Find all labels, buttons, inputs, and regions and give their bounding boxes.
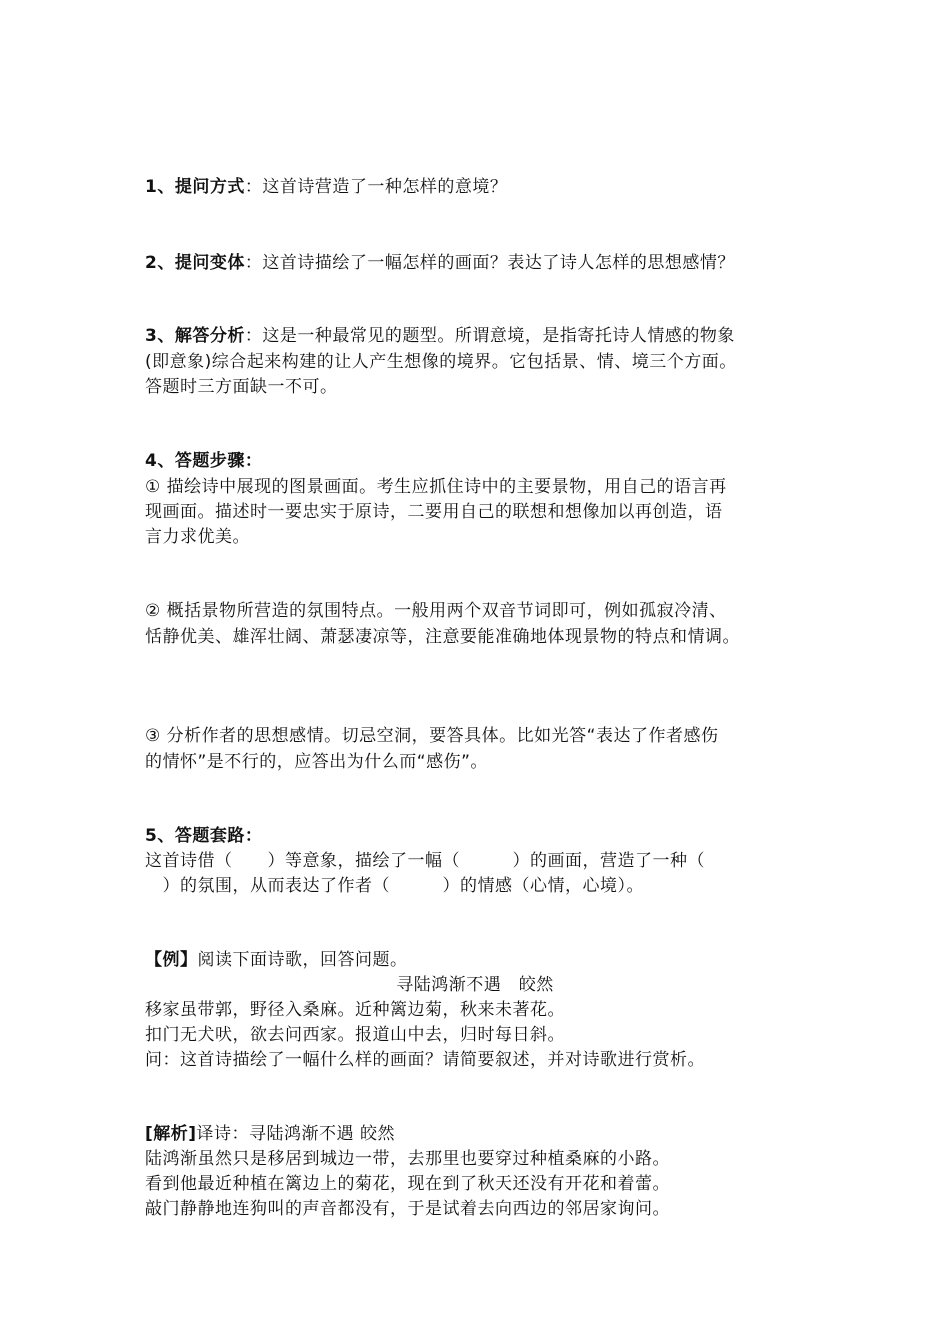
q5-label: 5、答题套路：	[145, 826, 263, 846]
q3-line-2: (即意象)综合起来构建的让人产生想像的境界。它包括景、情、境三个方面。	[145, 352, 737, 372]
example-question: 问：这首诗描绘了一幅什么样的画面？请简要叙述，并对诗歌进行赏析。	[145, 1050, 705, 1070]
q3-line-3: 答题时三方面缺一不可。	[145, 377, 338, 397]
poem-title: 寻陆鸿渐不遇 皎然	[396, 975, 554, 995]
example-line	[145, 950, 408, 970]
q1-line	[145, 177, 507, 197]
poem-line-2: 扣门无犬吠，欲去问西家。报道山中去，归时每日斜。	[145, 1025, 565, 1045]
q1-label: 1、提问方式	[145, 177, 245, 197]
analysis-line-2: 看到他最近种植在篱边上的菊花，现在到了秋天还没有开花和着蕾。	[145, 1174, 670, 1194]
q5-line-1: 这首诗借（ ）等意象，描绘了一幅（ ）的画面，营造了一种（	[145, 851, 705, 871]
q4-label: 4、答题步骤：	[145, 451, 263, 471]
q4-step3-line-1: ③ 分析作者的思想感情。切忌空洞，要答具体。比如光答“表达了作者感伤	[145, 726, 719, 746]
poem-line-1: 移家虽带郭，野径入桑麻。近种篱边菊，秋来未著花。	[145, 1000, 565, 1020]
q2-label: 2、提问变体	[145, 253, 245, 273]
analysis-first: 译诗：寻陆鸿渐不遇 皎然	[196, 1124, 395, 1144]
example-label: 【例】	[145, 950, 198, 970]
example-intro: 阅读下面诗歌，回答问题。	[197, 950, 408, 970]
q3-label: 3、解答分析	[145, 326, 245, 346]
q4-step2-line-2: 恬静优美、雄浑壮阔、萧瑟凄凉等，注意要能准确地体现景物的特点和情调。	[145, 627, 740, 647]
q4-step1-line-1: ① 描绘诗中展现的图景画面。考生应抓住诗中的主要景物，用自己的语言再	[145, 477, 727, 497]
analysis-label: [解析]	[145, 1124, 197, 1144]
analysis-line-1: 陆鸿渐虽然只是移居到城边一带，去那里也要穿过种植桑麻的小路。	[145, 1149, 670, 1169]
q1-text: ：这首诗营造了一种怎样的意境？	[244, 177, 508, 197]
q2-text: ：这首诗描绘了一幅怎样的画面？表达了诗人怎样的思想感情？	[244, 253, 735, 273]
q5-line-2: ）的氛围，从而表达了作者（ ）的情感（心情，心境）。	[145, 876, 644, 896]
q4-step1-line-2: 现画面。描述时一要忠实于原诗，二要用自己的联想和想像加以再创造，语	[145, 502, 723, 522]
analysis-line	[145, 1124, 395, 1144]
q3-text-1: ：这是一种最常见的题型。所谓意境，是指寄托诗人情感的物象	[244, 326, 735, 346]
q4-step2-line-1: ② 概括景物所营造的氛围特点。一般用两个双音节词即可，例如孤寂冷清、	[145, 601, 727, 621]
q4-step1-line-3: 言力求优美。	[145, 527, 250, 547]
q3-line-1	[145, 326, 735, 346]
q2-line	[145, 253, 735, 273]
analysis-line-3: 敲门静静地连狗叫的声音都没有，于是试着去向西边的邻居家询问。	[145, 1199, 670, 1219]
q4-step3-line-2: 的情怀”是不行的，应答出为什么而“感伤”。	[145, 752, 488, 772]
